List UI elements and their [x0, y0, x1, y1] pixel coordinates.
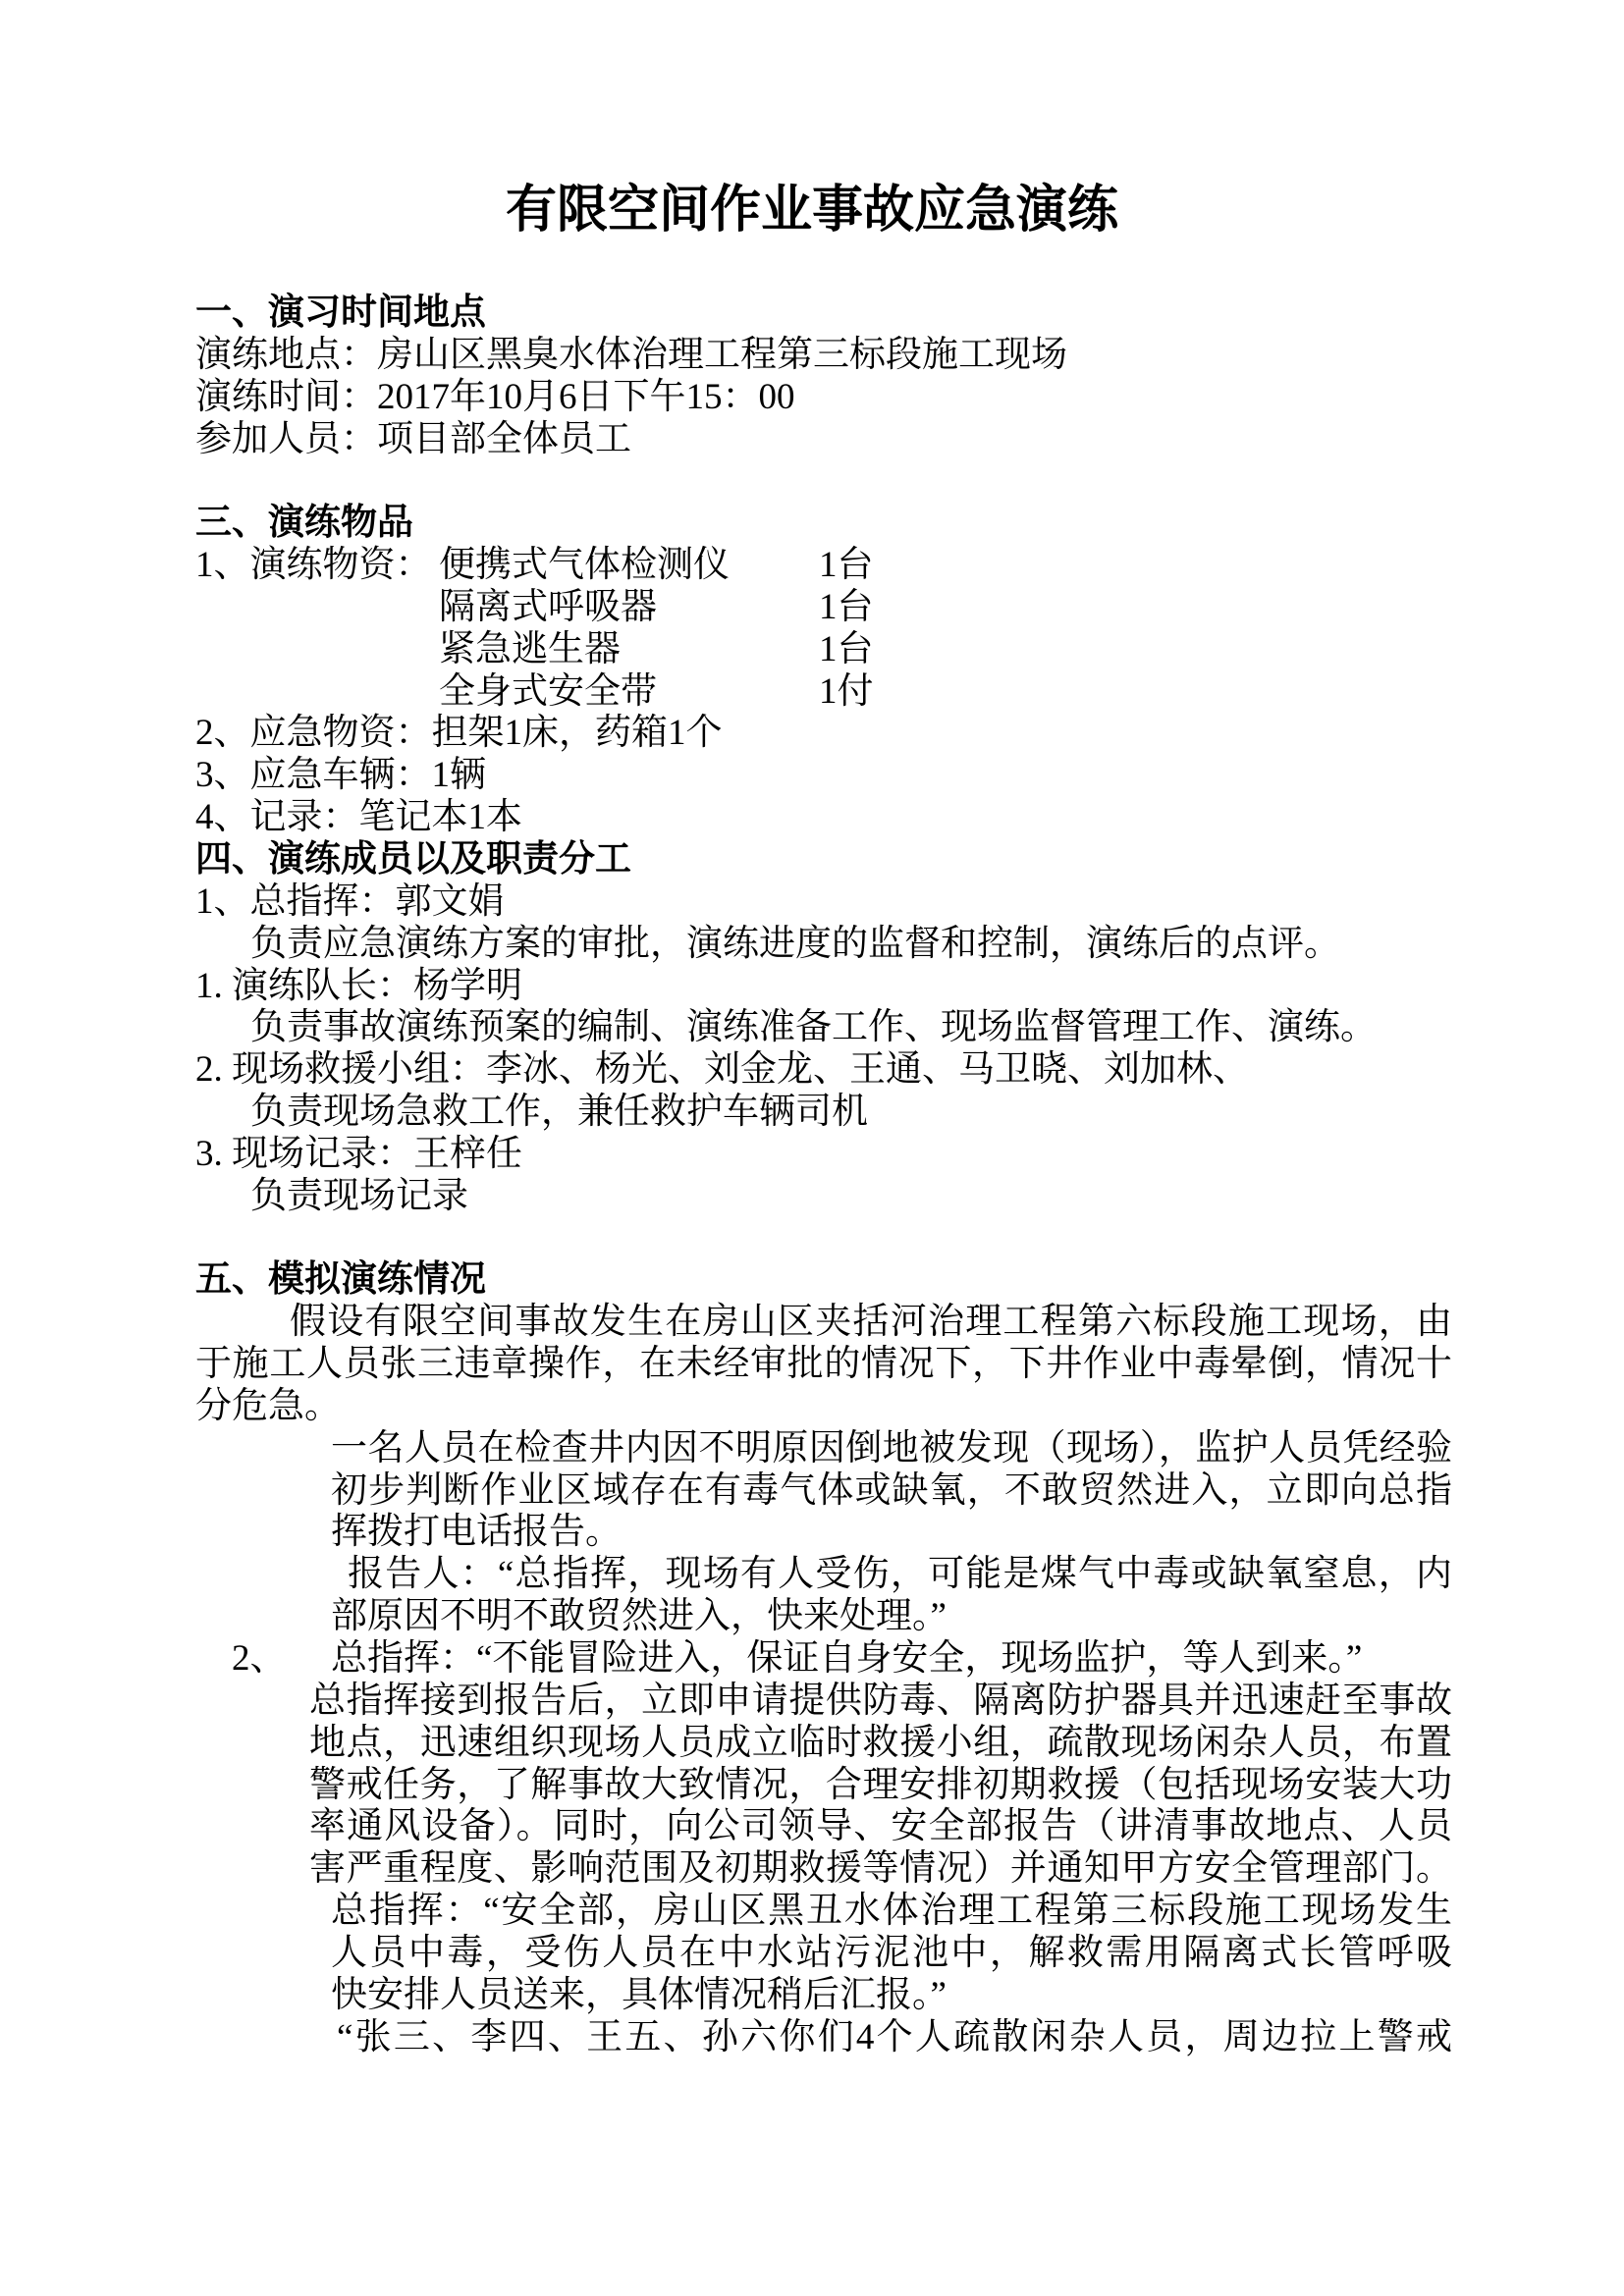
material-name: 隔离式呼吸器 — [439, 586, 657, 627]
step1-text: 一名人员在检查井内因不明原因倒地被发现（现场），监护人员凭经验 — [331, 1427, 1452, 1468]
material-qty: 1台 — [819, 628, 874, 669]
section-heading-materials: 三、演练物品 — [195, 503, 413, 544]
document-title: 有限空间作业事故应急演练 — [505, 183, 1118, 239]
spacer — [195, 1218, 1452, 1260]
material-name: 紧急逃生器 — [439, 628, 621, 669]
step2-number: 2、 — [232, 1638, 287, 1679]
material-qty: 1付 — [819, 670, 874, 712]
intro-line: 分危急。 — [195, 1385, 341, 1426]
material-name: 便携式气体检测仪 — [439, 545, 730, 586]
step2-desc-line: 警戒任务，了解事故大致情况，合理安排初期救援（包括现场安装大功 — [309, 1764, 1452, 1805]
role-title: 1. 演练队长：杨学明 — [195, 965, 522, 1006]
emergency-vehicle: 3、应急车辆：1辆 — [195, 755, 486, 796]
role-title: 1、总指挥：郭文娟 — [195, 881, 505, 922]
drill-place: 演练地点：房山区黑臭水体治理工程第三标段施工现场 — [195, 334, 1067, 375]
role-duty: 负责事故演练预案的编制、演练准备工作、现场监督管理工作、演练。 — [250, 1007, 1377, 1048]
material-row — [195, 671, 1452, 714]
spacer — [195, 460, 1452, 503]
section-heading-simulation: 五、模拟演练情况 — [195, 1259, 486, 1301]
materials-label: 1、演练物资： — [195, 545, 432, 586]
intro-line: 假设有限空间事故发生在房山区夹括河治理工程第六标段施工现场，由 — [290, 1302, 1452, 1343]
role-title: 3. 现场记录：王梓任 — [195, 1133, 522, 1174]
step2-desc-line: 地点，迅速组织现场人员成立临时救援小组，疏散现场闲杂人员，布置 — [309, 1722, 1452, 1763]
command-line: 总指挥：“安全部，房山区黑丑水体治理工程第三标段施工现场发生 — [331, 1891, 1452, 1932]
drill-time: 演练时间：2017年10月6日下午15：00 — [195, 376, 795, 417]
command-line: 快安排人员送来，具体情况稍后汇报。” — [331, 1974, 947, 2015]
intro-line: 于施工人员张三违章操作，在未经审批的情况下，下井作业中毒晕倒，情况十 — [195, 1344, 1452, 1385]
step2-desc-line: 害严重程度、影响范围及初期救援等情况）并通知甲方安全管理部门。 — [309, 1848, 1452, 1890]
command-line: 人员中毒，受伤人员在中水站污泥池中，解救需用隔离式长管呼吸 — [331, 1932, 1452, 1973]
role-duty: 负责应急演练方案的审批，演练进度的监督和控制，演练后的点评。 — [250, 923, 1340, 964]
emergency-supplies: 2、应急物资：担架1床，药箱1个 — [195, 713, 723, 754]
material-qty: 1台 — [819, 586, 874, 627]
section-heading-time-place: 一、演习时间地点 — [195, 293, 486, 333]
step2-line — [232, 1638, 1452, 1681]
role-duty: 负责现场记录 — [250, 1175, 468, 1216]
step1-line: 挥拨打电话报告。 — [331, 1512, 622, 1553]
step1-line: 初步判断作业区域存在有毒气体或缺氧，不敢贸然进入，立即向总指 — [331, 1469, 1452, 1511]
material-row — [195, 587, 1452, 629]
step2-desc-line: 总指挥接到报告后，立即申请提供防毒、隔离防护器具并迅速赶至事故 — [309, 1680, 1452, 1721]
material-row — [195, 545, 1452, 587]
order-line: “张三、李四、王五、孙六你们4个人疏散闲杂人员，周边拉上警戒 — [337, 2016, 1452, 2057]
role-title: 2. 现场救援小组：李冰、杨光、刘金龙、王通、马卫晓、刘加林、 — [195, 1049, 1249, 1091]
step1-line — [331, 1428, 1452, 1470]
step2-text: 总指挥：“不能冒险进入，保证自身安全，现场监护，等人到来。” — [331, 1638, 1363, 1679]
material-row — [195, 629, 1452, 671]
report-line: 部原因不明不敢贸然进入，快来处理。” — [331, 1596, 947, 1637]
record-supplies: 4、记录：笔记本1本 — [195, 797, 522, 838]
report-line: 报告人：“总指挥，现场有人受伤，可能是煤气中毒或缺氧窒息，内 — [348, 1554, 1452, 1595]
role-duty: 负责现场急救工作，兼任救护车辆司机 — [250, 1092, 868, 1133]
section-heading-roles: 四、演练成员以及职责分工 — [195, 838, 631, 880]
material-qty: 1台 — [819, 545, 874, 586]
participants: 参加人员：项目部全体员工 — [195, 418, 631, 459]
document-body — [195, 293, 1452, 2058]
material-name: 全身式安全带 — [439, 670, 657, 712]
step2-desc-line: 率通风设备）。同时，向公司领导、安全部报告（讲清事故地点、人员 — [309, 1806, 1452, 1847]
